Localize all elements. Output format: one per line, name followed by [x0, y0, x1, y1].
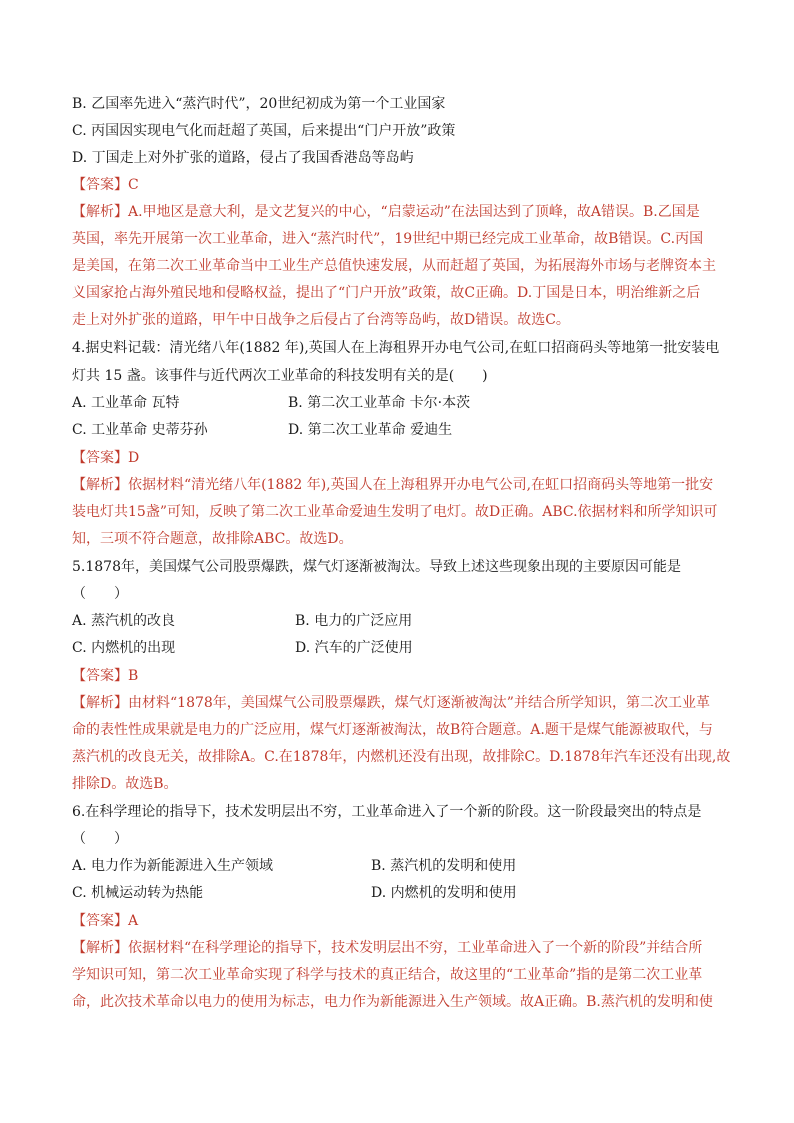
q6-stem-line-1: 6.在科学理论的指导下，技术发明层出不穷，工业革命进入了一个新的阶段。这一阶段最突出的特点是: [72, 804, 702, 820]
q3-analysis-line-4: 义国家抢占海外殖民地和侵略权益，提出了“门户开放”政策，故C正确。D.丁国是日本，明治维新之后: [72, 285, 701, 301]
q4-stem-line-2: 灯共 15 盏。该事件与近代两次工业革命的科技发明有关的是( ): [72, 368, 488, 384]
q3-analysis-line-2: 英国，率先开展第一次工业革命，进入“蒸汽时代”，19世纪中期已经完成工业革命，故B错误。C.丙国: [72, 231, 704, 247]
q6-stem-line-2: （ ）: [72, 831, 128, 847]
q4-option-b: B. 第二次工业革命 卡尔·本茨: [288, 395, 471, 411]
analysis-text: 由材料“1878年，美国煤气公司股票爆跌，煤气灯逐渐被淘汰”并结合所学知识，第二次工业革: [128, 695, 710, 711]
analysis-text: ”可知，反映了第二次工业革命爱迪生发明了电灯。故D正确。ABC.依据材料和所学知识可: [159, 504, 718, 520]
answer-value: D: [128, 450, 140, 466]
q6-option-c: C. 机械运动转为热能: [72, 885, 204, 901]
q4-answer: [72, 448, 139, 468]
analysis-quote: 清光绪八年(1882 年),英国人在上海租界开办电气公司,在虹口招商码头等地第一批安: [191, 477, 714, 493]
analysis-text: A.甲地区是意大利，是文艺复兴的中心，“启蒙运动”在法国达到了顶峰，故A错误。B.乙国是: [128, 204, 700, 220]
q4-analysis-line-3: 知，三项不符合题意，故排除ABC。故选D。: [72, 531, 353, 547]
q6-answer: [72, 911, 138, 931]
q3-analysis-line-1: [72, 202, 700, 222]
analysis-tag: 【解析】: [72, 204, 128, 220]
q6-option-a: A. 电力作为新能源进入生产领域: [72, 858, 274, 874]
q3-option-b: B. 乙国率先进入“蒸汽时代”，20世纪初成为第一个工业国家: [72, 96, 446, 112]
q6-option-b: B. 蒸汽机的发明和使用: [371, 858, 517, 874]
q5-analysis-line-4: 排除D。故选B。: [72, 776, 178, 792]
analysis-tag: 【解析】: [72, 477, 128, 493]
q5-option-b: B. 电力的广泛应用: [295, 613, 413, 629]
q3-option-d: D. 丁国走上对外扩张的道路，侵占了我国香港岛等岛屿: [72, 150, 414, 166]
q3-option-c: C. 丙国因实现电气化而赶超了英国，后来提出“门户开放”政策: [72, 123, 456, 139]
q5-answer: [72, 666, 138, 686]
q6-option-d: D. 内燃机的发明和使用: [371, 885, 517, 901]
q4-analysis-line-1: [72, 475, 713, 495]
q4-option-a: A. 工业革命 瓦特: [72, 395, 180, 411]
analysis-quote: 装电灯共15盏: [72, 504, 160, 520]
analysis-tag: 【解析】: [72, 695, 128, 711]
analysis-text: 依据材料“在科学理论的指导下，技术发明层出不穷，工业革命进入了一个新的阶段”并结合所: [128, 940, 703, 956]
q4-analysis-line-2: [72, 502, 718, 522]
q5-stem-line-2: （ ）: [72, 586, 128, 602]
q5-stem-line-1: 5.1878年，美国煤气公司股票爆跌，煤气灯逐渐被淘汰。导致上述这些现象出现的主要原因可能是: [72, 559, 681, 575]
q5-option-a: A. 蒸汽机的改良: [72, 613, 176, 629]
q5-option-c: C. 内燃机的出现: [72, 640, 176, 656]
answer-value: C: [128, 177, 139, 193]
q6-analysis-line-3: 命，此次技术革命以电力的使用为标志，电力作为新能源进入生产领域。故A正确。B.蒸汽机的发明和使: [72, 994, 713, 1010]
q3-answer: [72, 175, 139, 195]
q3-analysis-line-5: 走上对外扩张的道路，甲午中日战争之后侵占了台湾等岛屿，故D错误。故选C。: [72, 312, 570, 328]
q6-analysis-line-2: 学知识可知，第二次工业革命实现了科学与技术的真正结合，故这里的“工业革命”指的是第二次工业革: [72, 967, 703, 983]
q4-option-d: D. 第二次工业革命 爱迪生: [288, 422, 453, 438]
answer-tag: 【答案】: [72, 450, 128, 466]
q4-option-c: C. 工业革命 史蒂芬孙: [72, 422, 208, 438]
q5-analysis-line-1: [72, 693, 710, 713]
q5-analysis-line-2: 命的表性性成果就是电力的广泛应用，煤气灯逐渐被淘汰，故B符合题意。A.题干是煤气能源被取代，与: [72, 722, 713, 738]
answer-tag: 【答案】: [72, 913, 128, 929]
q5-option-d: D. 汽车的广泛使用: [295, 640, 413, 656]
q4-stem-line-1: 4.据史料记载：清光绪八年(1882 年),英国人在上海租界开办电气公司,在虹口招商码头等地第一批安装电: [72, 340, 720, 356]
analysis-tag: 【解析】: [72, 940, 128, 956]
answer-tag: 【答案】: [72, 177, 128, 193]
analysis-text: 依据材料“: [128, 477, 192, 493]
q5-analysis-line-3: 蒸汽机的改良无关，故排除A。C.在1878年，内燃机还没有出现，故排除C。D.1878年汽车还没有出现,故: [72, 749, 731, 765]
answer-tag: 【答案】: [72, 668, 128, 684]
q3-analysis-line-3: 是美国，在第二次工业革命当中工业生产总值快速发展，从而赶超了英国，为拓展海外市场与老牌资本主: [72, 258, 716, 274]
q6-analysis-line-1: [72, 938, 702, 958]
answer-value: B: [128, 668, 139, 684]
answer-value: A: [128, 913, 139, 929]
